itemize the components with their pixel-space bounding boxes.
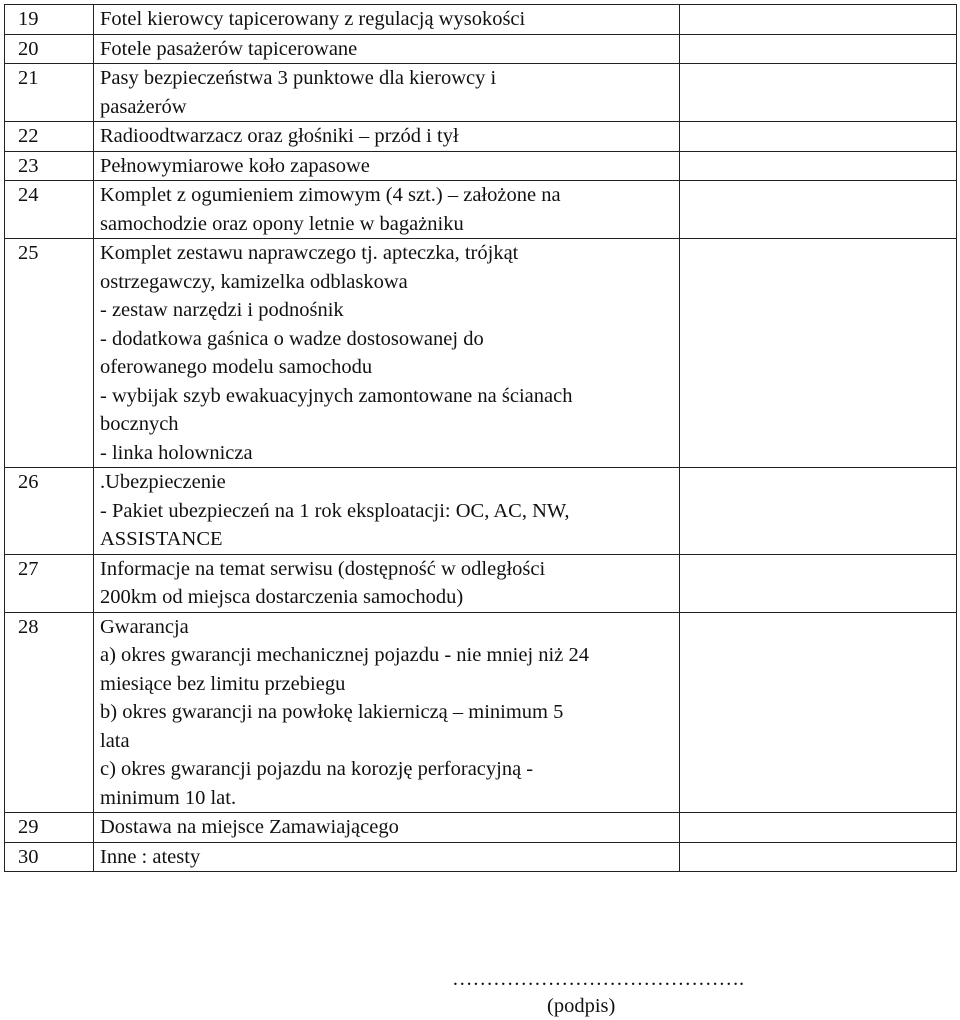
description-line: Inne : atesty	[100, 845, 201, 868]
description-line: - linka holownicza	[100, 441, 253, 464]
row-description	[94, 5, 680, 35]
description-line: Fotel kierowcy tapicerowany z regulacją wysokości	[100, 8, 526, 30]
table-row	[5, 64, 957, 122]
row-number: 29	[5, 813, 94, 843]
description-line: 200km od miejsca dostarczenia samochodu)	[100, 586, 464, 608]
description-line: Pełnowymiarowe koło zapasowe	[100, 154, 370, 177]
description-line: lata	[100, 729, 130, 752]
description-line: miesiące bez limitu przebiegu	[100, 672, 346, 695]
row-value-cell	[680, 181, 957, 239]
row-description	[94, 122, 680, 152]
description-line: - Pakiet ubezpieczeń na 1 rok eksploatacji: OC, AC, NW,	[100, 499, 570, 522]
description-line: pasażerów	[100, 95, 187, 118]
description-line: - wybijak szyb ewakuacyjnych zamontowane na ścianach	[100, 384, 573, 407]
row-value-cell	[680, 122, 957, 152]
row-number: 23	[5, 151, 94, 181]
row-value-cell	[680, 612, 957, 813]
description-line: Informacje na temat serwisu (dostępność w odległości	[100, 557, 546, 580]
row-description	[94, 151, 680, 181]
row-description	[94, 181, 680, 239]
description-line: - zestaw narzędzi i podnośnik	[100, 299, 344, 321]
row-value-cell	[680, 64, 957, 122]
row-description	[94, 554, 680, 612]
signature-dotted-line: …………………………………….	[452, 968, 745, 990]
table-row	[5, 239, 957, 468]
table-row	[5, 5, 957, 35]
description-line: Pasy bezpieczeństwa 3 punktowe dla kierowcy i	[100, 67, 497, 89]
description-line: ASSISTANCE	[100, 528, 223, 550]
row-number: 27	[5, 554, 94, 612]
table-row	[5, 612, 957, 813]
description-line: a) okres gwarancji mechanicznej pojazdu - nie mniej niż 24	[100, 644, 589, 666]
row-number: 25	[5, 239, 94, 468]
row-value-cell	[680, 842, 957, 872]
description-line: Radioodtwarzacz oraz głośniki – przód i tył	[100, 125, 459, 147]
row-value-cell	[680, 5, 957, 35]
table-row	[5, 34, 957, 64]
signature-label: (podpis)	[547, 995, 616, 1017]
row-value-cell	[680, 554, 957, 612]
table-row	[5, 151, 957, 181]
row-number: 20	[5, 34, 94, 64]
row-value-cell	[680, 34, 957, 64]
description-line: bocznych	[100, 413, 179, 435]
description-line: minimum 10 lat.	[100, 786, 237, 809]
table-row	[5, 813, 957, 843]
description-line: Komplet zestawu naprawczego tj. apteczka, trójkąt	[100, 242, 519, 264]
description-line: oferowanego modelu samochodu	[100, 356, 373, 378]
row-number: 19	[5, 5, 94, 35]
description-line: c) okres gwarancji pojazdu na korozję perforacyjną -	[100, 758, 534, 780]
row-number: 28	[5, 612, 94, 813]
row-number: 26	[5, 468, 94, 555]
description-line: Fotele pasażerów tapicerowane	[100, 37, 358, 60]
description-line: Dostawa na miejsce Zamawiającego	[100, 816, 399, 838]
description-line: ostrzegawczy, kamizelka odblaskowa	[100, 270, 408, 293]
row-description	[94, 468, 680, 555]
table-row	[5, 181, 957, 239]
table-row	[5, 842, 957, 872]
table-row	[5, 122, 957, 152]
row-value-cell	[680, 468, 957, 555]
table-row	[5, 468, 957, 555]
row-number: 22	[5, 122, 94, 152]
specification-table-body	[5, 5, 957, 872]
table-row	[5, 554, 957, 612]
row-description	[94, 842, 680, 872]
row-description	[94, 813, 680, 843]
description-line: b) okres gwarancji na powłokę lakierniczą – minimum 5	[100, 701, 564, 723]
row-description	[94, 64, 680, 122]
description-line: Gwarancja	[100, 615, 189, 638]
description-line: Komplet z ogumieniem zimowym (4 szt.) – założone na	[100, 184, 561, 206]
description-line: .Ubezpieczenie	[100, 471, 226, 493]
row-description	[94, 34, 680, 64]
row-number: 24	[5, 181, 94, 239]
row-value-cell	[680, 239, 957, 468]
row-description	[94, 612, 680, 813]
row-description	[94, 239, 680, 468]
description-line: samochodzie oraz opony letnie w bagażniku	[100, 212, 464, 235]
row-value-cell	[680, 151, 957, 181]
row-number: 30	[5, 842, 94, 872]
row-number: 21	[5, 64, 94, 122]
description-line: - dodatkowa gaśnica o wadze dostosowanej do	[100, 327, 484, 350]
row-value-cell	[680, 813, 957, 843]
specification-table	[4, 4, 957, 872]
